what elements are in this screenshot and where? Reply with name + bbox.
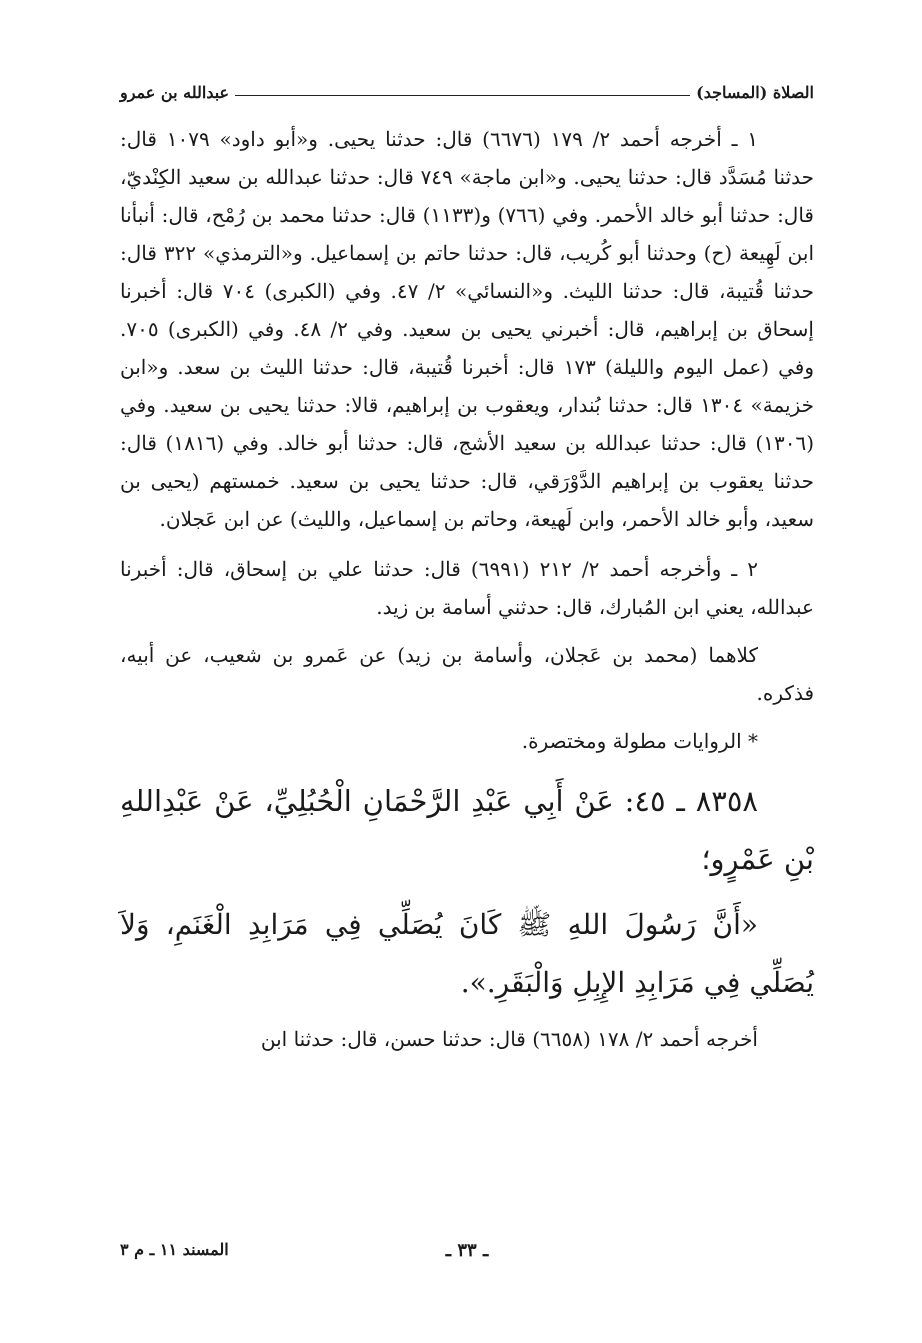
footnote-combined: كلاهما (محمد بن عَجلان، وأسامة بن زيد) عن عَمرو بن شعيب، عن أبيه، فذكره.	[120, 643, 814, 705]
page-body	[120, 120, 814, 1070]
running-header	[120, 68, 814, 102]
header-narrator: عبدالله بن عمرو	[120, 83, 230, 102]
volume-mark: المسند ١١ ـ م ٣	[120, 1240, 229, 1259]
header-rule	[235, 95, 690, 96]
hadith-text: «أَنَّ رَسُولَ اللهِ ﷺ كَانَ يُصَلِّي فِي مَرَابِدِ الْغَنَمِ، وَلاَ يُصَلِّي فِي مَرَابِدِ الإِبِلِ وَالْبَقَرِ.».	[120, 908, 814, 999]
header-chapter: الصلاة (المساجد)	[696, 83, 814, 102]
footnote-1: ١ ـ أخرجه أحمد ٢/ ١٧٩ (٦٦٧٦) قال: حدثنا يحيى. و«أبو داود» ١٠٧٩ قال: حدثنا مُسَدَّد قال: حدثنا يحيى. و«ابن ماجة» ٧٤٩ قال: حدثنا عبدالله بن سعيد الكِنْديّ، قال: حدثنا أبو خالد الأحمر. وفي (٧٦٦) و(١١٣٣) قال: حدثنا محمد بن رُمْح، قال: أنبأنا ابن لَهِيعة (ح) وحدثنا أبو كُريب، قال: حدثنا حاتم بن إسماعيل. و«الترمذي» ٣٢٢ قال: حدثنا قُتيبة، قال: حدثنا الليث. و«النسائي» ٢/ ٤٧. وفي (الكبرى) ٧٠٤ قال: أخبرنا إسحاق بن إبراهيم، قال: أخبرني يحيى بن سعيد. وفي ٢/ ٤٨. وفي (الكبرى) ٧٠٥. وفي (عمل اليوم والليلة) ١٧٣ قال: أخبرنا قُتيبة، قال: حدثنا الليث بن سعد. و«ابن خزيمة» ١٣٠٤ قال: حدثنا بُندار، ويعقوب بن إبراهيم، قالا: حدثنا يحيى بن سعيد. وفي (١٣٠٦) قال: حدثنا عبدالله بن سعيد الأشج، قال: حدثنا أبو خالد. وفي (١٨١٦) قال: حدثنا يعقوب بن إبراهيم الدَّوْرَقي، قال: حدثنا يحيى بن سعيد. خمستهم (يحيى بن سعيد، وأبو خالد الأحمر، وابن لَهيعة، وحاتم بن إسماعيل، والليث) عن ابن عَجلان.	[120, 127, 815, 531]
hadith-takhrij: أخرجه أحمد ٢/ ١٧٨ (٦٦٥٨) قال: حدثنا حسن، قال: حدثنا ابن	[260, 1027, 758, 1051]
footnote-2: ٢ ـ وأخرجه أحمد ٢/ ٢١٢ (٦٩٩١) قال: حدثنا علي بن إسحاق، قال: أخبرنا عبدالله، يعني ابن المُبارك، قال: حدثني أسامة بن زيد.	[120, 557, 814, 619]
footnote-note: * الروايات مطولة ومختصرة.	[521, 729, 758, 753]
page-number: ـ ٣٣ ـ	[445, 1240, 489, 1261]
hadith-title: ٨٣٥٨ ـ ٤٥: عَنْ أَبِي عَبْدِ الرَّحْمَانِ الْحُبُلِيِّ، عَنْ عَبْدِاللهِ بْنِ عَمْرٍو؛	[120, 784, 814, 876]
page-footer	[120, 1240, 814, 1270]
